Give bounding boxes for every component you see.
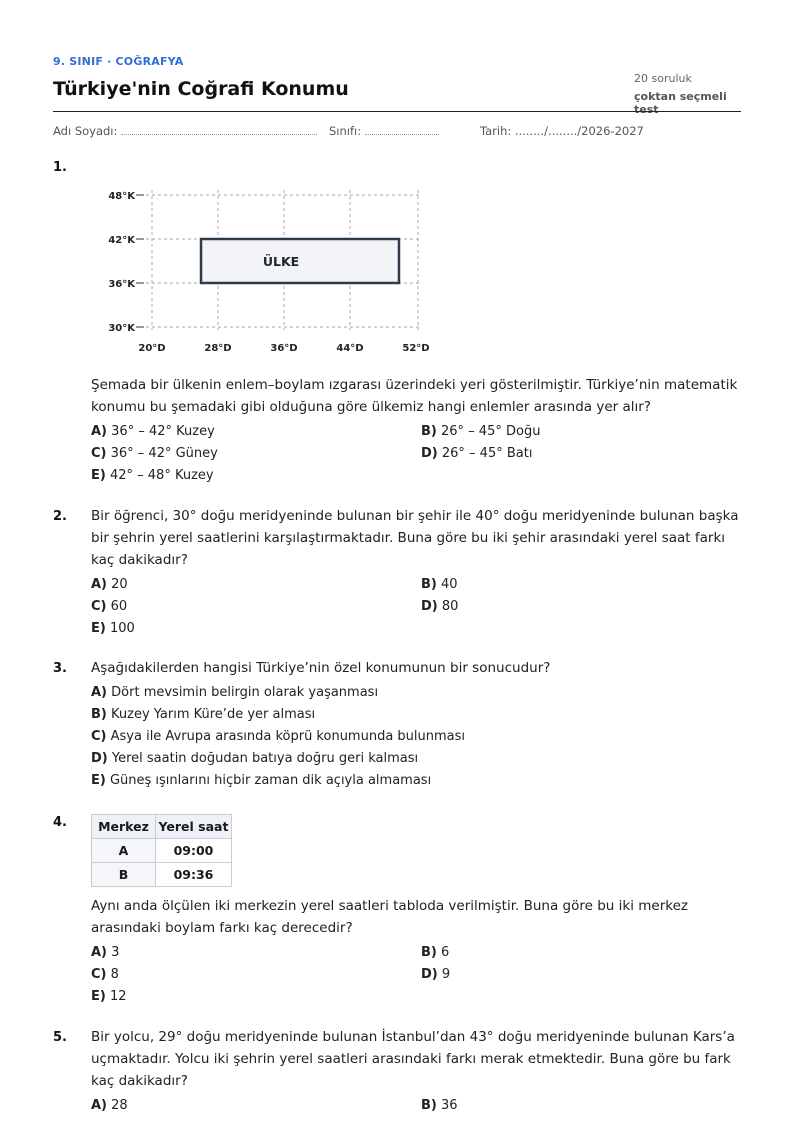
class-field[interactable]: [329, 124, 439, 138]
option-a[interactable]: A) 3: [91, 945, 120, 960]
question-text: Bir öğrenci, 30° doğu meridyeninde bulunan bir şehir ile 40° doğu meridyeninde bulunan başka bir şehrin yerel saatlerini karşılaştırmaktadır. Buna göre bu iki şehir arasındaki yerel saat farkı kaç dakikadır?: [91, 508, 739, 568]
question-number: 5.: [53, 1030, 67, 1045]
lat-lon-grid-diagram: [100, 180, 440, 360]
date-field[interactable]: [480, 124, 644, 138]
lon-label-36: 36°D: [270, 343, 298, 354]
date-label: Tarih:: [480, 124, 512, 138]
question-count: 20 soruluk: [634, 72, 692, 85]
lat-label-36: 36°K: [108, 279, 135, 290]
option-e[interactable]: E) 100: [91, 621, 135, 636]
lat-label-30: 30°K: [108, 323, 135, 334]
option-c[interactable]: C) 36° – 42° Güney: [91, 446, 218, 461]
lon-label-20: 20°D: [138, 343, 166, 354]
country-box: [201, 239, 399, 283]
table-row: [92, 839, 232, 863]
table-cell: 09:36: [156, 863, 232, 887]
lat-label-42: 42°K: [108, 235, 135, 246]
question-number: 3.: [53, 661, 67, 676]
country-box-label: ÜLKE: [262, 254, 300, 269]
question-number: 4.: [53, 815, 67, 830]
question-text: Aşağıdakilerden hangisi Türkiye’nin özel konumunun bir sonucudur?: [91, 660, 551, 676]
option-b[interactable]: B) 6: [421, 945, 450, 960]
option-a[interactable]: A) 36° – 42° Kuzey: [91, 424, 215, 439]
option-c[interactable]: C) 60: [91, 599, 128, 614]
question-text: Şemada bir ülkenin enlem–boylam ızgarası üzerindeki yeri gösterilmiştir. Türkiye’nin matematik konumu bu şemadaki gibi olduğuna göre ülkemiz hangi enlemler arasında yer alır?: [91, 377, 738, 415]
page-title: Türkiye'nin Coğrafi Konumu: [53, 78, 349, 100]
option-b[interactable]: B) 26° – 45° Doğu: [421, 424, 541, 439]
lon-label-28: 28°D: [204, 343, 232, 354]
subject-kicker: 9. SINIF · COĞRAFYA: [53, 55, 184, 68]
question-text: Bir yolcu, 29° doğu meridyeninde bulunan İstanbul’dan 43° doğu meridyeninde bulunan Kars’a uçmaktadır. Yolcu iki şehrin yerel saatleri arasındaki farkı merak etmektedir. Buna göre bu fark kaç dakikadır?: [91, 1029, 735, 1089]
option-a[interactable]: A) Dört mevsimin belirgin olarak yaşanması: [91, 685, 379, 700]
option-d[interactable]: D) 80: [421, 599, 459, 614]
option-b[interactable]: B) Kuzey Yarım Küre’de yer alması: [91, 707, 316, 722]
header-rule: [53, 111, 741, 112]
table-cell: 09:00: [156, 839, 232, 863]
table-header: Yerel saat: [156, 815, 232, 839]
class-blank[interactable]: [365, 126, 439, 135]
option-e[interactable]: E) 12: [91, 989, 127, 1004]
question-number: 2.: [53, 509, 67, 524]
class-label: Sınıfı:: [329, 124, 362, 138]
name-field[interactable]: [53, 124, 317, 138]
option-c[interactable]: C) Asya ile Avrupa arasında köprü konumunda bulunması: [91, 729, 466, 744]
lon-label-44: 44°D: [336, 343, 364, 354]
table-cell: A: [92, 839, 156, 863]
name-label: Adı Soyadı:: [53, 124, 118, 138]
option-d[interactable]: D) Yerel saatin doğudan batıya doğru geri kalması: [91, 751, 419, 766]
table-row: [92, 863, 232, 887]
question-number: 1.: [53, 160, 67, 175]
option-a[interactable]: A) 20: [91, 577, 128, 592]
local-time-table: [91, 814, 232, 887]
tick-marks: [136, 195, 144, 327]
option-d[interactable]: D) 9: [421, 967, 451, 982]
option-a[interactable]: A) 28: [91, 1098, 128, 1113]
option-e[interactable]: E) Güneş ışınlarını hiçbir zaman dik açıyla almaması: [91, 773, 432, 788]
option-d[interactable]: D) 26° – 45° Batı: [421, 446, 533, 461]
option-b[interactable]: B) 40: [421, 577, 458, 592]
name-blank[interactable]: [121, 126, 317, 135]
test-type: çoktan seçmeli test: [634, 90, 727, 116]
option-c[interactable]: C) 8: [91, 967, 119, 982]
lon-label-52: 52°D: [402, 343, 430, 354]
question-text: Aynı anda ölçülen iki merkezin yerel saatleri tabloda verilmiştir. Buna göre bu iki merkez arasındaki boylam farkı kaç derecedir?: [91, 898, 688, 936]
table-header: Merkez: [92, 815, 156, 839]
option-e[interactable]: E) 42° – 48° Kuzey: [91, 468, 214, 483]
date-value: ......../......../2026-2027: [514, 124, 644, 138]
option-b[interactable]: B) 36: [421, 1098, 458, 1113]
lat-label-48: 48°K: [108, 191, 135, 202]
table-cell: B: [92, 863, 156, 887]
